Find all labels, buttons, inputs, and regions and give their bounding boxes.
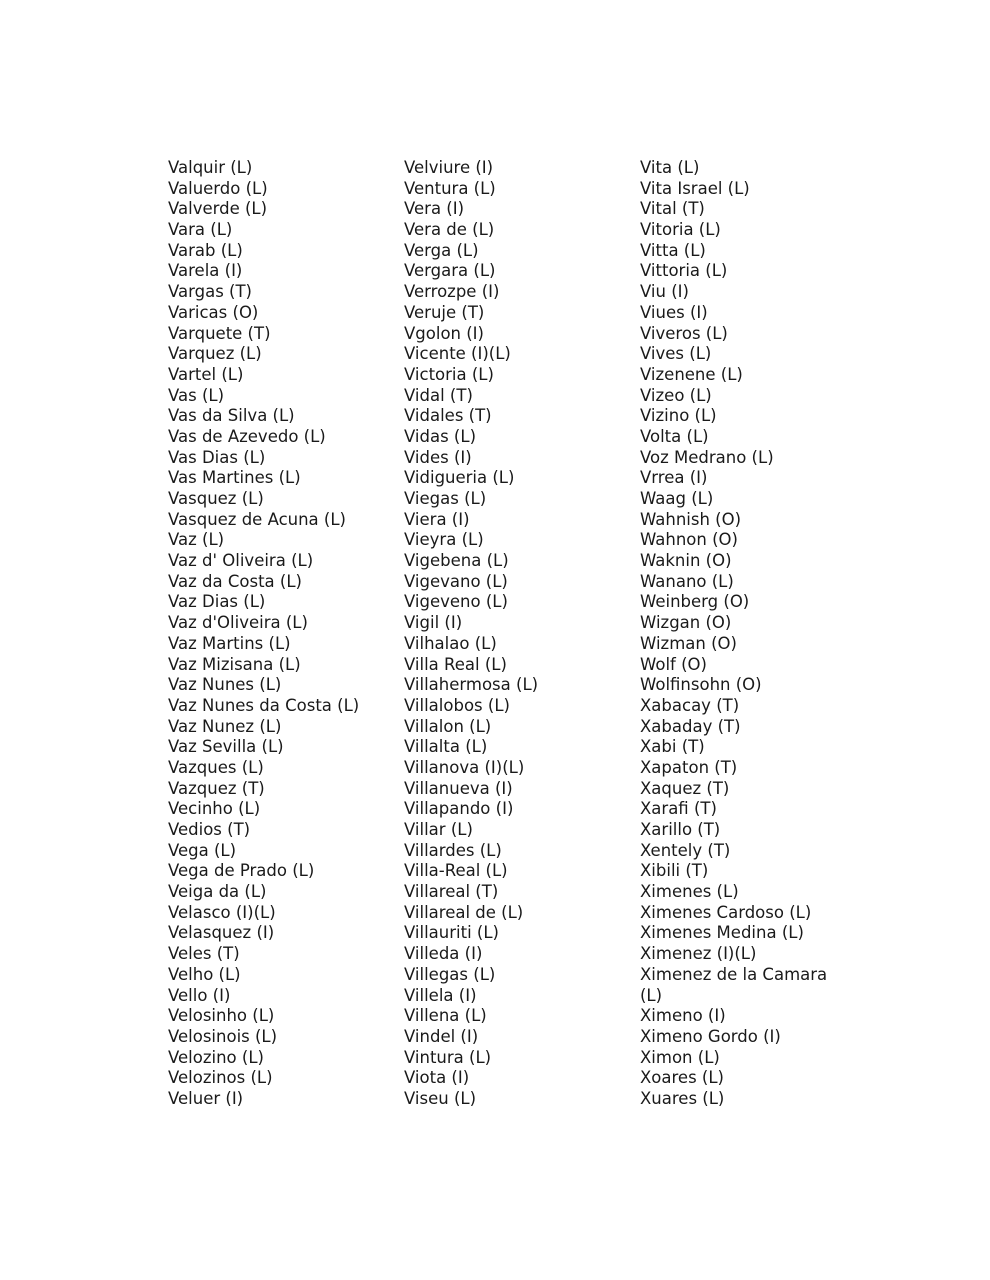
surname-entry: Villardes (L) xyxy=(404,840,502,860)
surname-entry: Vizino (L) xyxy=(640,406,717,426)
surname-entry: Villa Real (L) xyxy=(404,654,507,674)
surname-entry: Velosinho (L) xyxy=(168,1006,275,1026)
surname-entry: Vizeo (L) xyxy=(640,385,712,405)
surname-entry: Villapando (I) xyxy=(404,799,514,819)
surname-entry: Villalobos (L) xyxy=(404,695,510,715)
surname-entry: Vidigueria (L) xyxy=(404,468,515,488)
surname-entry: Veluer (I) xyxy=(168,1088,244,1108)
surname-entry: Velasquez (I) xyxy=(168,923,275,943)
surname-entry: Vaz d'Oliveira (L) xyxy=(168,613,308,633)
surname-entry: Weinberg (O) xyxy=(640,592,750,612)
surname-entry: Vital (T) xyxy=(640,199,705,219)
surname-entry: Veles (T) xyxy=(168,944,240,964)
surname-entry: Vecinho (L) xyxy=(168,799,261,819)
surname-entry: Vitoria (L) xyxy=(640,220,721,240)
surname-entry: Viegas (L) xyxy=(404,489,487,508)
surname-entry: Vidas (L) xyxy=(404,426,477,446)
surname-entry: Villa-Real (L) xyxy=(404,861,508,881)
surname-entry: Villareal de (L) xyxy=(404,902,524,922)
surname-entry: Vigevano (L) xyxy=(404,571,508,591)
surname-entry: Villeda (I) xyxy=(404,944,483,964)
surname-entry: Viseu (L) xyxy=(404,1088,477,1108)
surname-entry: Volta (L) xyxy=(640,426,709,446)
surname-column-1 xyxy=(168,158,396,1110)
surname-entry: Wahnon (O) xyxy=(640,530,738,550)
surname-entry: Veruje (T) xyxy=(404,302,485,322)
surname-entry: Ximon (L) xyxy=(640,1047,720,1067)
surname-entry: Vigebena (L) xyxy=(404,551,509,571)
surname-entry: Villegas (L) xyxy=(404,964,496,984)
surname-entry: Vicente (I)(L) xyxy=(404,344,511,364)
surname-entry: Vartel (L) xyxy=(168,364,244,384)
surname-entry: Wahnish (O) xyxy=(640,509,742,529)
surname-entry: Vidal (T) xyxy=(404,385,473,405)
surname-entry: Wanano (L) xyxy=(640,571,734,591)
surname-entry: Veiga da (L) xyxy=(168,882,267,902)
surname-entry: Wizgan (O) xyxy=(640,613,732,633)
surname-entry: Vaz Nunes da Costa (L) xyxy=(168,695,360,715)
surname-entry: Vittoria (L) xyxy=(640,261,728,281)
surname-entry: Valverde (L) xyxy=(168,199,268,219)
surname-entry: Vaz d' Oliveira (L) xyxy=(168,551,314,571)
surname-entry: Vasquez de Acuna (L) xyxy=(168,509,346,529)
surname-entry: Vello (I) xyxy=(168,985,231,1005)
surname-entry: Varela (I) xyxy=(168,261,243,281)
surname-entry: Ximenez (I)(L) xyxy=(640,944,757,964)
surname-entry: Waag (L) xyxy=(640,489,714,508)
surname-entry: Vita (L) xyxy=(640,158,700,177)
surname-entry: Vas Dias (L) xyxy=(168,447,266,467)
surname-entry: Ximenes (L) xyxy=(640,882,739,902)
surname-entry: Varquez (L) xyxy=(168,344,262,364)
surname-entry: Villena (L) xyxy=(404,1006,487,1026)
surname-entry: Xoares (L) xyxy=(640,1068,724,1088)
surname-entry: Vera de (L) xyxy=(404,220,495,240)
surname-column-2 xyxy=(404,158,632,1110)
surname-entry: Vigil (I) xyxy=(404,613,463,633)
surname-entry: Vara (L) xyxy=(168,220,233,240)
surname-entry: Varab (L) xyxy=(168,240,243,260)
surname-entry: Vasquez (L) xyxy=(168,489,264,508)
surname-entry: Ventura (L) xyxy=(404,178,496,198)
surname-entry: Villahermosa (L) xyxy=(404,675,539,695)
surname-entry: Vigeveno (L) xyxy=(404,592,508,612)
surname-entry: Vides (I) xyxy=(404,447,472,467)
surname-entry: Vidales (T) xyxy=(404,406,492,426)
surname-entry: Vaz Mizisana (L) xyxy=(168,654,301,674)
surname-entry: Vaz Dias (L) xyxy=(168,592,266,612)
surname-entry: Villalon (L) xyxy=(404,716,492,736)
surname-entry: Vas (L) xyxy=(168,385,225,405)
surname-column-3 xyxy=(640,158,840,1110)
surname-entry: Vizenene (L) xyxy=(640,364,743,384)
surname-entry: Xarafi (T) xyxy=(640,799,717,819)
surname-entry: Verga (L) xyxy=(404,240,479,260)
surname-entry: Vgolon (I) xyxy=(404,323,484,343)
surname-entry: Velviure (I) xyxy=(404,158,494,177)
surname-entry: Ximeno Gordo (I) xyxy=(640,1026,781,1046)
surname-entry: Wolfinsohn (O) xyxy=(640,675,762,695)
surname-entry: Vargas (T) xyxy=(168,282,252,302)
surname-entry: Vaz Nunez (L) xyxy=(168,716,282,736)
surname-entry: Ximenez de la Camara (L) xyxy=(640,964,828,1005)
surname-entry: Viera (I) xyxy=(404,509,470,529)
surname-entry: Xentely (T) xyxy=(640,840,731,860)
surname-entry: Vergara (L) xyxy=(404,261,496,281)
surname-entry: Ximenes Medina (L) xyxy=(640,923,804,943)
surname-entry: Xibili (T) xyxy=(640,861,709,881)
surname-entry: Victoria (L) xyxy=(404,364,494,384)
surname-entry: Vaz Martins (L) xyxy=(168,633,291,653)
surname-entry: Vas da Silva (L) xyxy=(168,406,295,426)
surname-entry: Valquir (L) xyxy=(168,158,253,177)
surname-entry: Villalta (L) xyxy=(404,737,488,757)
surname-entry: Wolf (O) xyxy=(640,654,707,674)
surname-entry: Vazquez (T) xyxy=(168,778,265,798)
surname-entry: Vieyra (L) xyxy=(404,530,484,550)
surname-entry: Viues (I) xyxy=(640,302,708,322)
surname-entry: Viota (I) xyxy=(404,1068,470,1088)
surname-entry: Villela (I) xyxy=(404,985,477,1005)
surname-entry: Velho (L) xyxy=(168,964,241,984)
surname-entry: Xarillo (T) xyxy=(640,820,721,839)
surname-entry: Vaz Nunes (L) xyxy=(168,675,282,695)
surname-entry: Vaz Sevilla (L) xyxy=(168,737,284,757)
surname-entry: Villanova (I)(L) xyxy=(404,757,525,777)
surname-entry: Viu (I) xyxy=(640,282,689,302)
surname-entry: Velasco (I)(L) xyxy=(168,902,276,922)
surname-entry: Ximeno (I) xyxy=(640,1006,726,1026)
surname-entry: Wizman (O) xyxy=(640,633,737,653)
surname-entry: Valuerdo (L) xyxy=(168,178,268,198)
surname-entry: Xaquez (T) xyxy=(640,778,730,798)
surname-entry: Velosinois (L) xyxy=(168,1026,278,1046)
surname-entry: Vas Martines (L) xyxy=(168,468,301,488)
surname-entry: Villar (L) xyxy=(404,820,473,839)
surname-entry: Velozino (L) xyxy=(168,1047,264,1067)
surname-entry: Xabaday (T) xyxy=(640,716,741,736)
surname-entry: Vega (L) xyxy=(168,840,237,860)
surname-entry: Vitta (L) xyxy=(640,240,706,260)
surname-entry: Vita Israel (L) xyxy=(640,178,750,198)
surname-entry: Xuares (L) xyxy=(640,1088,725,1108)
surname-entry: Villanueva (I) xyxy=(404,778,513,798)
surname-entry: Viveros (L) xyxy=(640,323,728,343)
surname-entry: Varicas (O) xyxy=(168,302,259,322)
surname-entry: Vedios (T) xyxy=(168,820,251,839)
surname-entry: Waknin (O) xyxy=(640,551,732,571)
surname-entry: Ximenes Cardoso (L) xyxy=(640,902,812,922)
surname-entry: Villauriti (L) xyxy=(404,923,499,943)
surname-entry: Xabacay (T) xyxy=(640,695,740,715)
surname-entry: Varquete (T) xyxy=(168,323,271,343)
surname-entry: Vega de Prado (L) xyxy=(168,861,315,881)
surname-entry: Vas de Azevedo (L) xyxy=(168,426,326,446)
surname-entry: Vrrea (I) xyxy=(640,468,708,488)
surname-entry: Xapaton (T) xyxy=(640,757,738,777)
surname-entry: Xabi (T) xyxy=(640,737,705,757)
surname-entry: Vaz (L) xyxy=(168,530,225,550)
surname-entry: Vives (L) xyxy=(640,344,712,364)
surname-entry: Villareal (T) xyxy=(404,882,499,902)
surname-entry: Verrozpe (I) xyxy=(404,282,500,302)
surname-entry: Vaz da Costa (L) xyxy=(168,571,302,591)
surname-entry: Vindel (I) xyxy=(404,1026,479,1046)
surname-entry: Velozinos (L) xyxy=(168,1068,273,1088)
surname-entry: Vazques (L) xyxy=(168,757,264,777)
surname-entry: Voz Medrano (L) xyxy=(640,447,774,467)
surname-entry: Vera (I) xyxy=(404,199,465,219)
surname-entry: Vintura (L) xyxy=(404,1047,492,1067)
surname-entry: Vilhalao (L) xyxy=(404,633,497,653)
